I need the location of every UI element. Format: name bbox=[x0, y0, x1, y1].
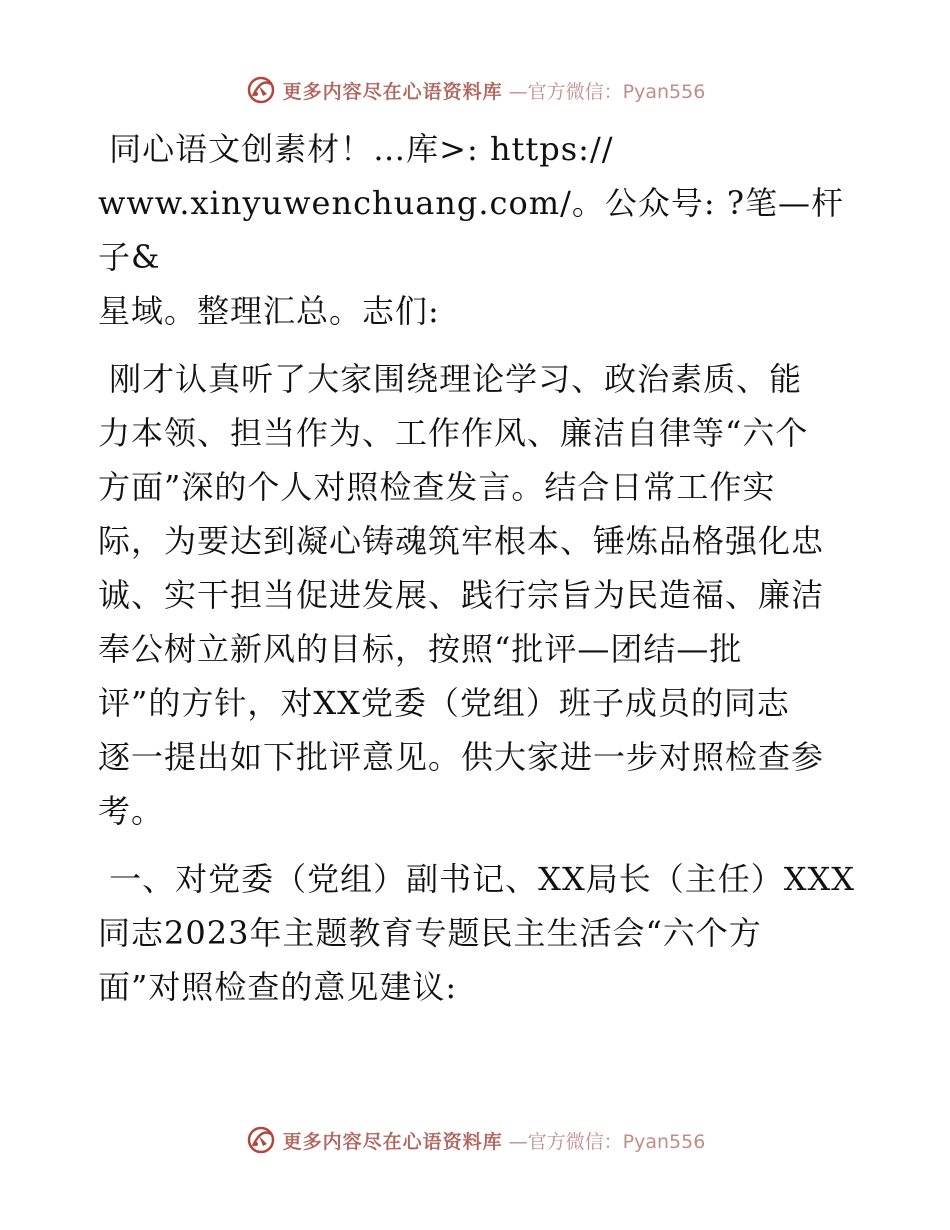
brand-logo-icon bbox=[245, 74, 277, 106]
paragraph-intro: 同心语文创素材！…库>: https:// www.xinyuwenchuang.com/。公众号: ?笔—杆子& 星域。整理汇总。志们: bbox=[98, 130, 844, 330]
paragraph-main: 刚才认真听了大家围绕理论学习、政治素质、能 力本领、担当作为、工作作风、廉洁自律等“六个 方面”深的个人对照检查发言。结合日常工作实 际，为要达到凝心铸魂筑牢根本、锤炼品格强化忠 诚、实干担当促进发展、践行宗旨为民造福、廉洁 奉公树立新风的目标，按照“批评—团结—批 评”的方针，对XX党委（党组）班子成员的同志 逐一提出如下批评意见。供大家进一步对照检查参 考。 bbox=[98, 360, 825, 830]
footer-banner bbox=[0, 1120, 950, 1160]
header-banner-title: 更多内容尽在心语资料库 bbox=[282, 80, 503, 103]
document-body bbox=[98, 122, 858, 1028]
brand-logo-icon bbox=[245, 1124, 277, 1156]
paragraph-section-one: 一、对党委（党组）副书记、XX局长（主任）XXX 同志2023年主题教育专题民主生活会“六个方 面”对照检查的意见建议: bbox=[98, 860, 856, 1006]
header-banner bbox=[0, 70, 950, 110]
footer-banner-title: 更多内容尽在心语资料库 bbox=[282, 1130, 503, 1153]
header-banner-contact: —官方微信：Pyan556 bbox=[508, 80, 706, 103]
footer-banner-contact: —官方微信：Pyan556 bbox=[508, 1130, 706, 1153]
